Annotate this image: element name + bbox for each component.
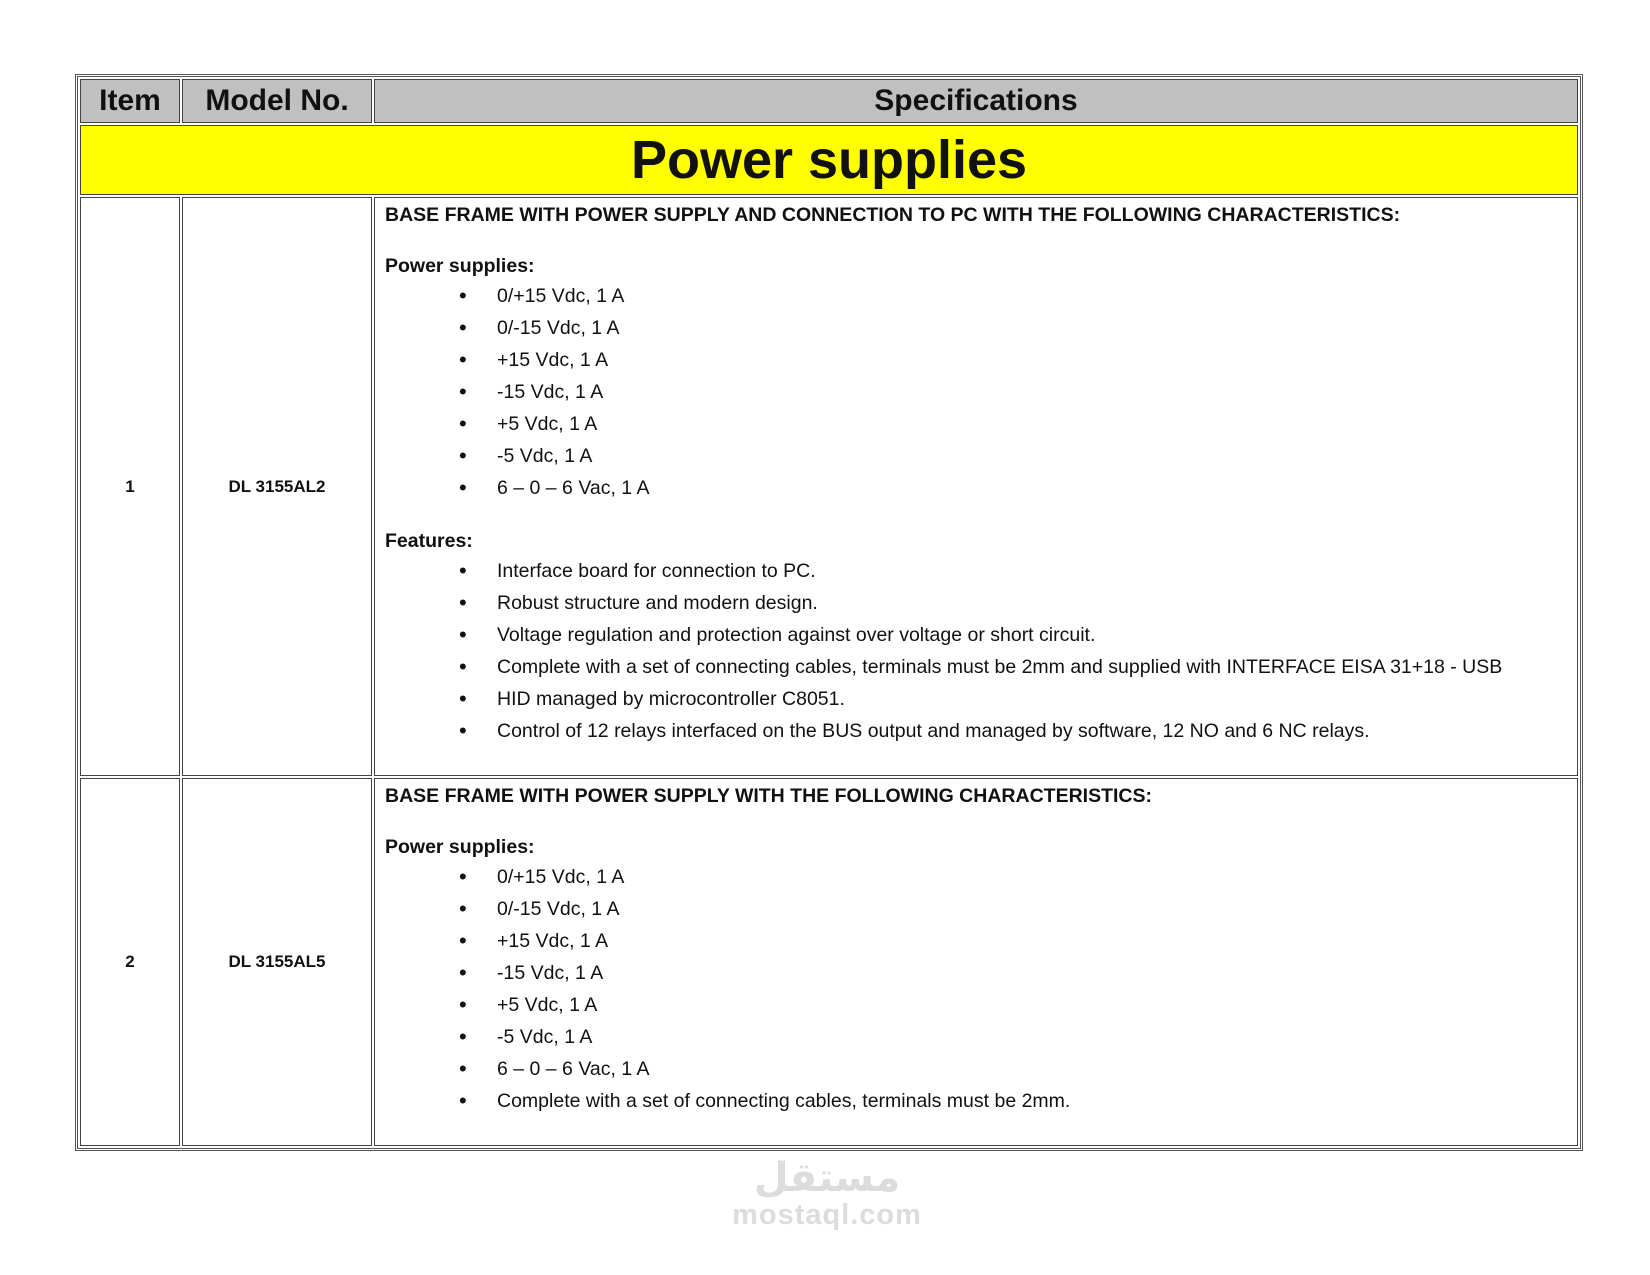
- list-item: • Robust structure and modern design.: [385, 587, 1567, 619]
- spec-cell: [374, 778, 1578, 1146]
- list-item: • Complete with a set of connecting cables, terminals must be 2mm and supplied with INTERFACE EISA 31+18 - USB: [385, 651, 1567, 683]
- list-item: • +15 Vdc, 1 A: [385, 925, 1567, 957]
- list-item: • Complete with a set of connecting cables, terminals must be 2mm.: [385, 1085, 1567, 1117]
- header-item: Item: [80, 79, 180, 123]
- item-number: 1: [80, 197, 180, 776]
- group-label: Features:: [385, 530, 473, 552]
- list-item: • 0/-15 Vdc, 1 A: [385, 893, 1567, 925]
- list-item: • -5 Vdc, 1 A: [385, 440, 1567, 472]
- bullet-list: [385, 861, 1567, 1117]
- list-item: • -5 Vdc, 1 A: [385, 1021, 1567, 1053]
- model-number: DL 3155AL5: [182, 778, 372, 1146]
- list-item: • Voltage regulation and protection against over voltage or short circuit.: [385, 619, 1567, 651]
- item-number: 2: [80, 778, 180, 1146]
- list-item: • 6 – 0 – 6 Vac, 1 A: [385, 1053, 1567, 1085]
- group-label: Power supplies:: [385, 255, 535, 277]
- table-row: [80, 778, 1578, 1146]
- section-title: Power supplies: [80, 125, 1578, 195]
- list-item: • +5 Vdc, 1 A: [385, 989, 1567, 1021]
- list-item: • Control of 12 relays interfaced on the BUS output and managed by software, 12 NO and 6 NC relays.: [385, 715, 1567, 747]
- spec-title: BASE FRAME WITH POWER SUPPLY AND CONNECTION TO PC WITH THE FOLLOWING CHARACTERISTICS:: [385, 204, 1401, 226]
- spec-title: BASE FRAME WITH POWER SUPPLY WITH THE FOLLOWING CHARACTERISTICS:: [385, 785, 1152, 807]
- watermark-arabic: مستقل: [753, 1156, 901, 1200]
- header-specifications: Specifications: [374, 79, 1578, 123]
- list-item: • +15 Vdc, 1 A: [385, 344, 1567, 376]
- bullet-list: [385, 555, 1567, 747]
- table-row: [80, 197, 1578, 776]
- list-item: • +5 Vdc, 1 A: [385, 408, 1567, 440]
- list-item: • Interface board for connection to PC.: [385, 555, 1567, 587]
- spec-cell: [374, 197, 1578, 776]
- watermark-latin: mostaql.com: [732, 1199, 922, 1231]
- spec-table-frame: [75, 74, 1583, 1151]
- list-item: • 0/+15 Vdc, 1 A: [385, 280, 1567, 312]
- list-item: • -15 Vdc, 1 A: [385, 376, 1567, 408]
- group-label: Power supplies:: [385, 836, 535, 858]
- list-item: • -15 Vdc, 1 A: [385, 957, 1567, 989]
- mostaql-watermark: [722, 1156, 932, 1230]
- list-item: • 6 – 0 – 6 Vac, 1 A: [385, 472, 1567, 504]
- model-number: DL 3155AL2: [182, 197, 372, 776]
- header-row: [80, 79, 1578, 123]
- list-item: • HID managed by microcontroller C8051.: [385, 683, 1567, 715]
- header-model: Model No.: [182, 79, 372, 123]
- section-row: [80, 125, 1578, 195]
- list-item: • 0/+15 Vdc, 1 A: [385, 861, 1567, 893]
- spec-table: [78, 77, 1580, 1148]
- list-item: • 0/-15 Vdc, 1 A: [385, 312, 1567, 344]
- bullet-list: [385, 280, 1567, 504]
